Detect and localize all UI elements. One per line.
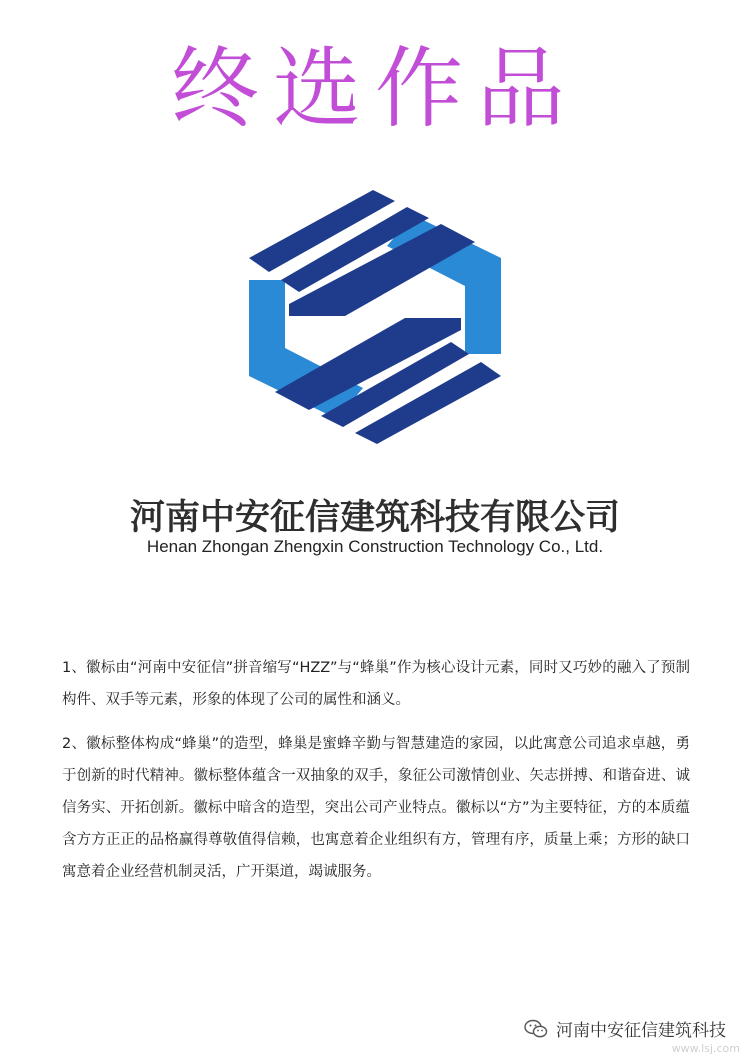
wechat-icon (524, 1019, 548, 1039)
hexagon-s-logo (245, 188, 505, 446)
description-paragraph-2: 2、徽标整体构成“蜂巢”的造型，蜂巢是蜜蜂辛勤与智慧建造的家园，以此寓意公司追求卓越，勇于创新的时代精神。徽标整体蕴含一双抽象的双手，象征公司激情创业、矢志拼搏、和谐奋进、诚信务实、开拓创新。徽标中暗含的造型，突出公司产业特点。徽标以“方”为主要特征，方的本质蕴含方方正正的品格赢得尊敬值得信赖，也寓意着企业组织有方，管理有序，质量上乘；方形的缺口寓意着企业经营机制灵活，广开渠道，竭诚服务。 (62, 736, 690, 880)
footer-account-name: 河南中安征信建筑科技 (556, 1021, 726, 1041)
company-name-en: Henan Zhongan Zhengxin Construction Technology Co., Ltd. (146, 537, 604, 556)
footer-account (524, 1016, 726, 1041)
page-title: 终选作品 (170, 37, 579, 140)
description-paragraph-1: 1、徽标由“河南中安征信”拼音缩写“HZZ”与“蜂巢”作为核心设计元素，同时又巧妙的融入了预制构件、双手等元素，形象的体现了公司的属性和涵义。 (62, 660, 690, 708)
company-name-cn: 河南中安征信建筑科技有限公司 (129, 498, 620, 538)
watermark: www.lsj.com (671, 1042, 740, 1055)
